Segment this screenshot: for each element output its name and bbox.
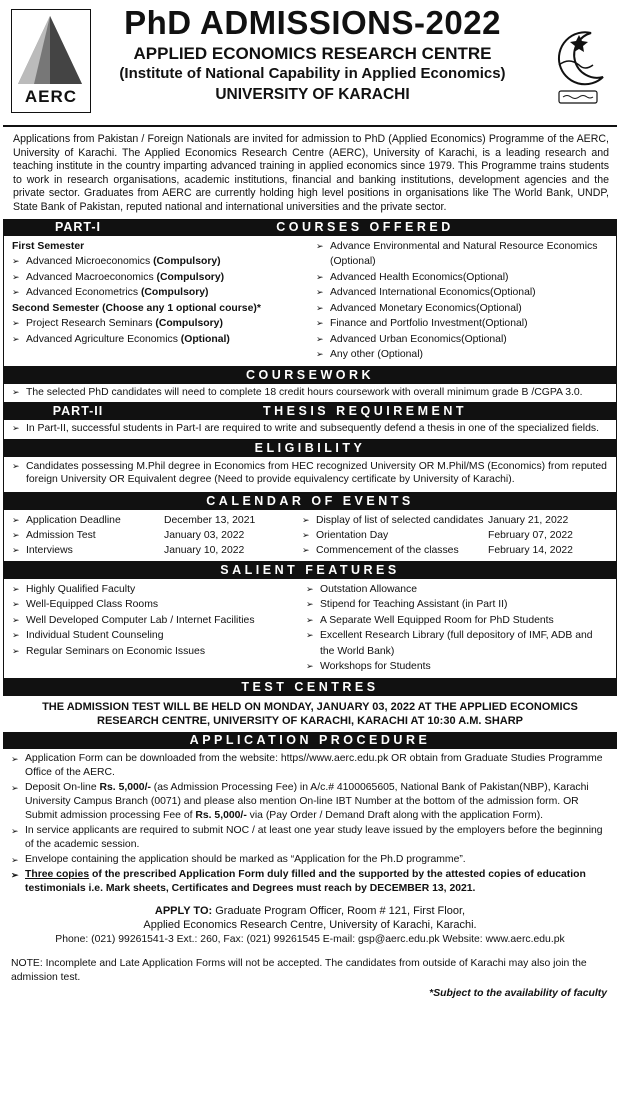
fee-amount: Rs. 5,000/- — [195, 809, 247, 821]
apply-label: APPLY TO: — [154, 904, 213, 917]
courses-heading: COURSES OFFERED — [276, 219, 454, 234]
coursework-heading: COURSEWORK — [3, 367, 617, 384]
apply-to-block — [11, 904, 609, 948]
course-item: ➢ Advance Environmental and Natural Resource Economics (Optional) — [316, 239, 608, 270]
thesis-section — [3, 420, 617, 440]
eligibility-section — [3, 457, 617, 493]
course-item: ➢ Any other (Optional) — [316, 347, 608, 363]
procedure-item: ➢ Envelope containing the application should be marked as “Application for the Ph.D programme”. — [11, 853, 609, 867]
procedure-item: ➢ In service applicants are required to submit NOC / at least one year study leave issued by the employers before the beginning of the academic session. — [11, 824, 609, 852]
aerc-logo — [11, 9, 91, 113]
course-name: Advanced Econometrics — [26, 287, 141, 299]
feature-item: ➢ A Separate Well Equipped Room for PhD Students — [306, 613, 608, 629]
event-name: ➢ Application Deadline — [12, 513, 164, 528]
procedure-item — [11, 781, 609, 823]
triangle-logo-icon — [12, 10, 89, 88]
contact-line: Phone: (021) 99261541-3 Ext.: 260, Fax: (021) 99261545 E-mail: gsp@aerc.edu.pk Website: www.aerc.edu.pk — [55, 933, 565, 945]
calendar-row — [12, 543, 608, 558]
event-date: January 21, 2022 — [488, 514, 569, 526]
course-item: ➢ Advanced International Economics(Optional) — [316, 285, 608, 301]
course-type: (Compulsory) — [155, 318, 223, 330]
intro-paragraph: Applications from Pakistan / Foreign Nationals are invited for admission to PhD (Applied Economics) Programme of the AERC, University of Karachi. The Applied Economics Research Centre (AERC), University of Karachi, is a leading research and teaching institute in the country imparting advanced training in applied economics since 1979. This Programme trains students to work in research organisations, academic institutions, financial and banking institutions, development agencies and the private sector. Graduates from AERC are currently holding high level positions in organisations like The World Bank, UNDP, State Bank of Pakistan, reputed national and international universities and the private sector. — [13, 133, 609, 213]
event-name: ➢ Admission Test — [12, 528, 164, 543]
course-type: (Compulsory) — [153, 256, 221, 268]
event-date: February 07, 2022 — [488, 529, 573, 541]
university-emblem-icon — [545, 25, 609, 109]
procedure-section — [3, 749, 617, 952]
course-item — [12, 285, 302, 301]
calendar-heading: CALENDAR OF EVENTS — [3, 493, 617, 510]
course-item — [12, 254, 302, 270]
course-type: (Compulsory) — [140, 287, 209, 299]
course-name: Advanced Macroeconomics — [26, 271, 157, 283]
courses-section — [3, 236, 617, 367]
feature-item: ➢ Well-Equipped Class Rooms — [12, 597, 302, 613]
feature-item: ➢ Excellent Research Library (full depository of IMF, ADB and the World Bank) — [306, 628, 608, 659]
three-copies-text: Three copies — [25, 868, 90, 880]
feature-item: ➢ Regular Seminars on Economic Issues — [12, 644, 302, 660]
footnote: *Subject to the availability of faculty — [429, 988, 607, 1000]
fee-amount: Rs. 5,000/- — [99, 781, 151, 793]
page-title: PhD ADMISSIONS-2022 — [124, 4, 501, 41]
thesis-heading-bar — [3, 403, 617, 420]
event-name: ➢ Commencement of the classes — [302, 543, 488, 558]
university-name: UNIVERSITY OF KARACHI — [215, 86, 410, 103]
feature-item: ➢ Individual Student Counseling — [12, 628, 302, 644]
course-name: Advanced Agriculture Economics — [26, 333, 181, 345]
courses-heading-bar — [3, 219, 617, 236]
first-semester-label: First Semester — [12, 240, 85, 252]
calendar-section — [3, 510, 617, 562]
test-heading: TEST CENTRES — [3, 679, 617, 696]
features-heading: SALIENT FEATURES — [3, 562, 617, 579]
eligibility-text: ➢ Candidates possessing M.Phil degree in Economics from HEC recognized University OR M.Phil/MS (Economics) from reputed foreign University OR Equivalent degree (Need to provide equivalency certificate by University of Karachi). — [12, 460, 608, 487]
second-semester-label: Second Semester (Choose any 1 optional course)* — [12, 302, 261, 314]
test-text: THE ADMISSION TEST WILL BE HELD ON MONDAY, JANUARY 03, 2022 AT THE APPLIED ECONOMICS RESEARCH CENTRE, UNIVERSITY OF KARACHI, KARACHI AT 10:30 A.M. SHARP — [42, 700, 578, 727]
institute-name: APPLIED ECONOMICS RESEARCH CENTRE — [133, 44, 492, 63]
event-name: ➢ Interviews — [12, 543, 164, 558]
coursework-section — [3, 384, 617, 404]
procedure-item: ➢ Application Form can be downloaded from the website: https//www.aerc.edu.pk OR obtain from Graduate Studies Programme Office of the AERC. — [11, 752, 609, 780]
apply-line1: Graduate Program Officer, Room # 121, First Floor, — [212, 904, 466, 917]
thesis-heading: THESIS REQUIREMENT — [263, 404, 467, 419]
event-date: December 13, 2021 — [164, 514, 256, 526]
feature-item: ➢ Stipend for Teaching Assistant (in Part II) — [306, 597, 608, 613]
feature-item: ➢ Highly Qualified Faculty — [12, 582, 302, 598]
event-name: ➢ Display of list of selected candidates — [302, 513, 488, 528]
part-i-label: PART-I — [54, 219, 102, 234]
course-name: Project Research Seminars — [26, 318, 156, 330]
eligibility-heading: ELIGIBILITY — [3, 440, 617, 457]
feature-item: ➢ Outstation Allowance — [306, 582, 608, 598]
course-type: (Compulsory) — [156, 271, 225, 283]
title-block — [98, 3, 527, 105]
course-type: (Optional) — [180, 333, 230, 345]
calendar-row — [12, 513, 608, 528]
features-section — [3, 579, 617, 679]
note-text: NOTE: Incomplete and Late Application Forms will not be accepted. The candidates from outside of Karachi may also join the admission test. — [11, 958, 587, 984]
course-item: ➢ Finance and Portfolio Investment(Optional) — [316, 316, 608, 332]
header — [3, 3, 617, 125]
event-date: January 03, 2022 — [164, 529, 245, 541]
thesis-text: ➢ In Part-II, successful students in Part-I are required to write and subsequently defend a thesis in one of the specialized fields. — [12, 422, 608, 436]
feature-item: ➢ Well Developed Computer Lab / Internet Facilities — [12, 613, 302, 629]
divider — [3, 125, 617, 127]
event-date: February 14, 2022 — [488, 544, 573, 556]
course-item — [12, 316, 302, 332]
institute-subtitle: (Institute of National Capability in Applied Economics) — [119, 65, 506, 82]
procedure-text: Deposit On-line — [25, 781, 100, 793]
procedure-text: of the prescribed Application Form duly filled and the supported by the attested copies of education testimonials i.e. Mark sheets, Certificates and Degrees must reach by DECEMBER 13, 2021. — [25, 868, 586, 894]
course-item — [12, 270, 302, 286]
course-item: ➢ Advanced Urban Economics(Optional) — [316, 332, 608, 348]
event-name: ➢ Orientation Day — [302, 528, 488, 543]
calendar-row — [12, 528, 608, 543]
feature-item: ➢ Workshops for Students — [306, 659, 608, 675]
course-item: ➢ Advanced Monetary Economics(Optional) — [316, 301, 608, 317]
coursework-text: ➢ The selected PhD candidates will need to complete 18 credit hours coursework with overall minimum grade B /CGPA 3.0. — [12, 386, 608, 400]
apply-line2: Applied Economics Research Centre, University of Karachi, Karachi. — [143, 919, 477, 932]
course-item: ➢ Advanced Health Economics(Optional) — [316, 270, 608, 286]
logo-text: AERC — [24, 87, 78, 107]
course-name: Advanced Microeconomics — [26, 256, 154, 268]
part-ii-label: PART-II — [52, 404, 104, 419]
procedure-heading: APPLICATION PROCEDURE — [3, 732, 617, 749]
course-item — [12, 332, 302, 348]
event-date: January 10, 2022 — [164, 544, 245, 556]
procedure-text: (as Admission Processing Fee) in A/c.# 4100065605, National Bank of Pakistan(NBP), Karachi University Campus Branch (0071) and please also mention On-line IBT Number at the bottom of the admission form. OR Submit admission processing Fee of — [25, 781, 589, 821]
procedure-item — [11, 868, 609, 896]
procedure-text: via (Pay Order / Demand Draft along with the application Form). — [246, 809, 544, 821]
